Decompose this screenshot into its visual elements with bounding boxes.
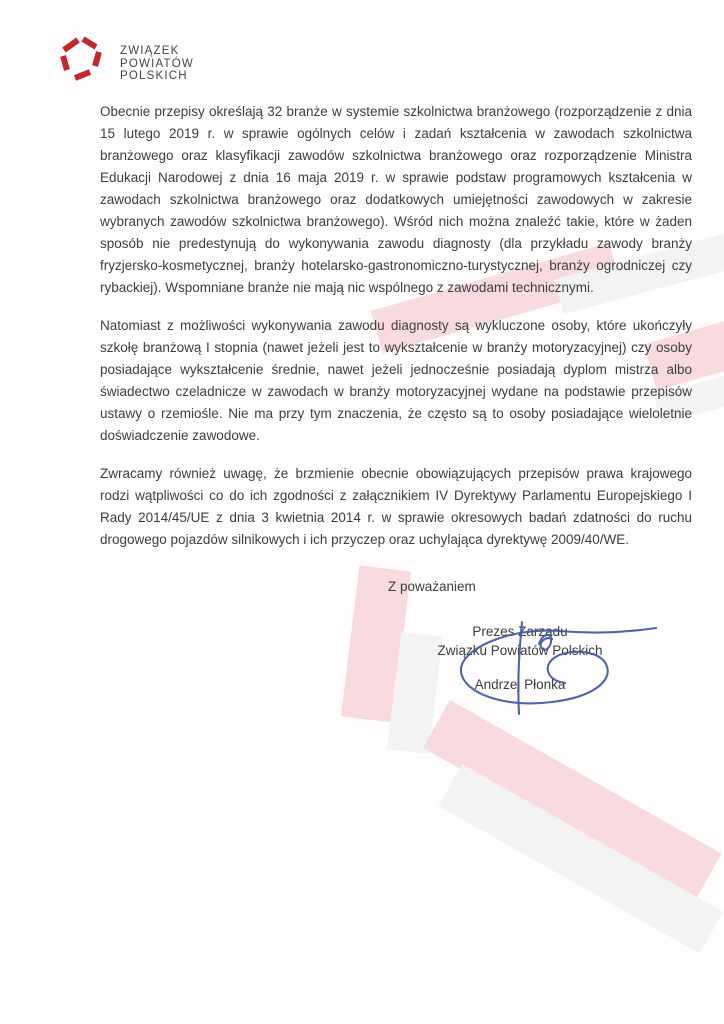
letter-body: [100, 101, 692, 594]
paragraph-2: Natomiast z możliwości wykonywania zawodu diagnosty są wykluczone osoby, które ukończyły szkołę branżową I stopnia (nawet jeżeli jest to wykształcenie w branży motoryzacyjnej) czy osoby posiadające wykształcenie średnie, nawet jeżeli jednocześnie posiadają dyplom mistrza albo świadectwo czeladnicze w zawodach w branży motoryzacyjnej wydane na podstawie przepisów ustawy o rzemiośle. Nie ma przy tym znaczenia, że często są to osoby posiadające wieloletnie doświadczenie zawodowe.: [100, 318, 692, 443]
paragraph-3: Zwracamy również uwagę, że brzmienie obecnie obowiązujących przepisów prawa krajowego rodzi wątpliwości co do ich zgodności z załącznikiem IV Dyrektywy Parlamentu Europejskiego I Rady 2014/45/UE z dnia 3 kwietnia 2014 r. w sprawie okresowych badań zdatności do ruchu drogowego pojazdów silnikowych i ich przyczep oraz uchylająca dyrektywę 2009/40/WE.: [100, 466, 692, 547]
signer-name: Andrzej Płonka: [474, 677, 566, 692]
signer-title-line-2: Związku Powiatów Polskich: [437, 643, 603, 658]
paragraph-1: Obecnie przepisy określają 32 branże w systemie szkolnictwa branżowego (rozporządzenie z dnia 15 lutego 2019 r. w sprawie ogólnych celów i zadań kształcenia w zawodach szkolnictwa branżowego oraz klasyfikacji zawodów szkolnictwa branżowego oraz rozporządzenie Ministra Edukacji Narodowej z dnia 16 maja 2019 r. w sprawie podstaw programowych kształcenia w zawodach szkolnictwa branżowego oraz dodatkowych umiejętności zawodowych w zakresie wybranych zawodów szkolnictwa branżowego). Wśród nich można znaleźć takie, które w żaden sposób nie predestynują do wykonywania zawodu diagnosty (dla przykładu zawody branży fryzjersko-kosmetycznej, branży hotelarsko-gastronomiczno-turystycznej, branży ogrodniczej czy rybackiej). Wspomniane branże nie mają nic wspólnego z zawodami technicznymi.: [100, 104, 692, 295]
letterhead: [56, 33, 194, 85]
logo-word-2: POWIATÓW: [120, 57, 194, 70]
logo-word-3: POLSKICH: [120, 70, 188, 82]
logo-wordmark: [120, 45, 194, 83]
zpp-pentagon-logo-icon: [56, 33, 106, 85]
closing-salutation: Z poważaniem: [388, 579, 476, 594]
signer-title-line-1: Prezes Zarządu: [472, 624, 568, 639]
signature-block: [405, 622, 635, 694]
logo-word-1: ZWIĄZEK: [120, 45, 180, 57]
